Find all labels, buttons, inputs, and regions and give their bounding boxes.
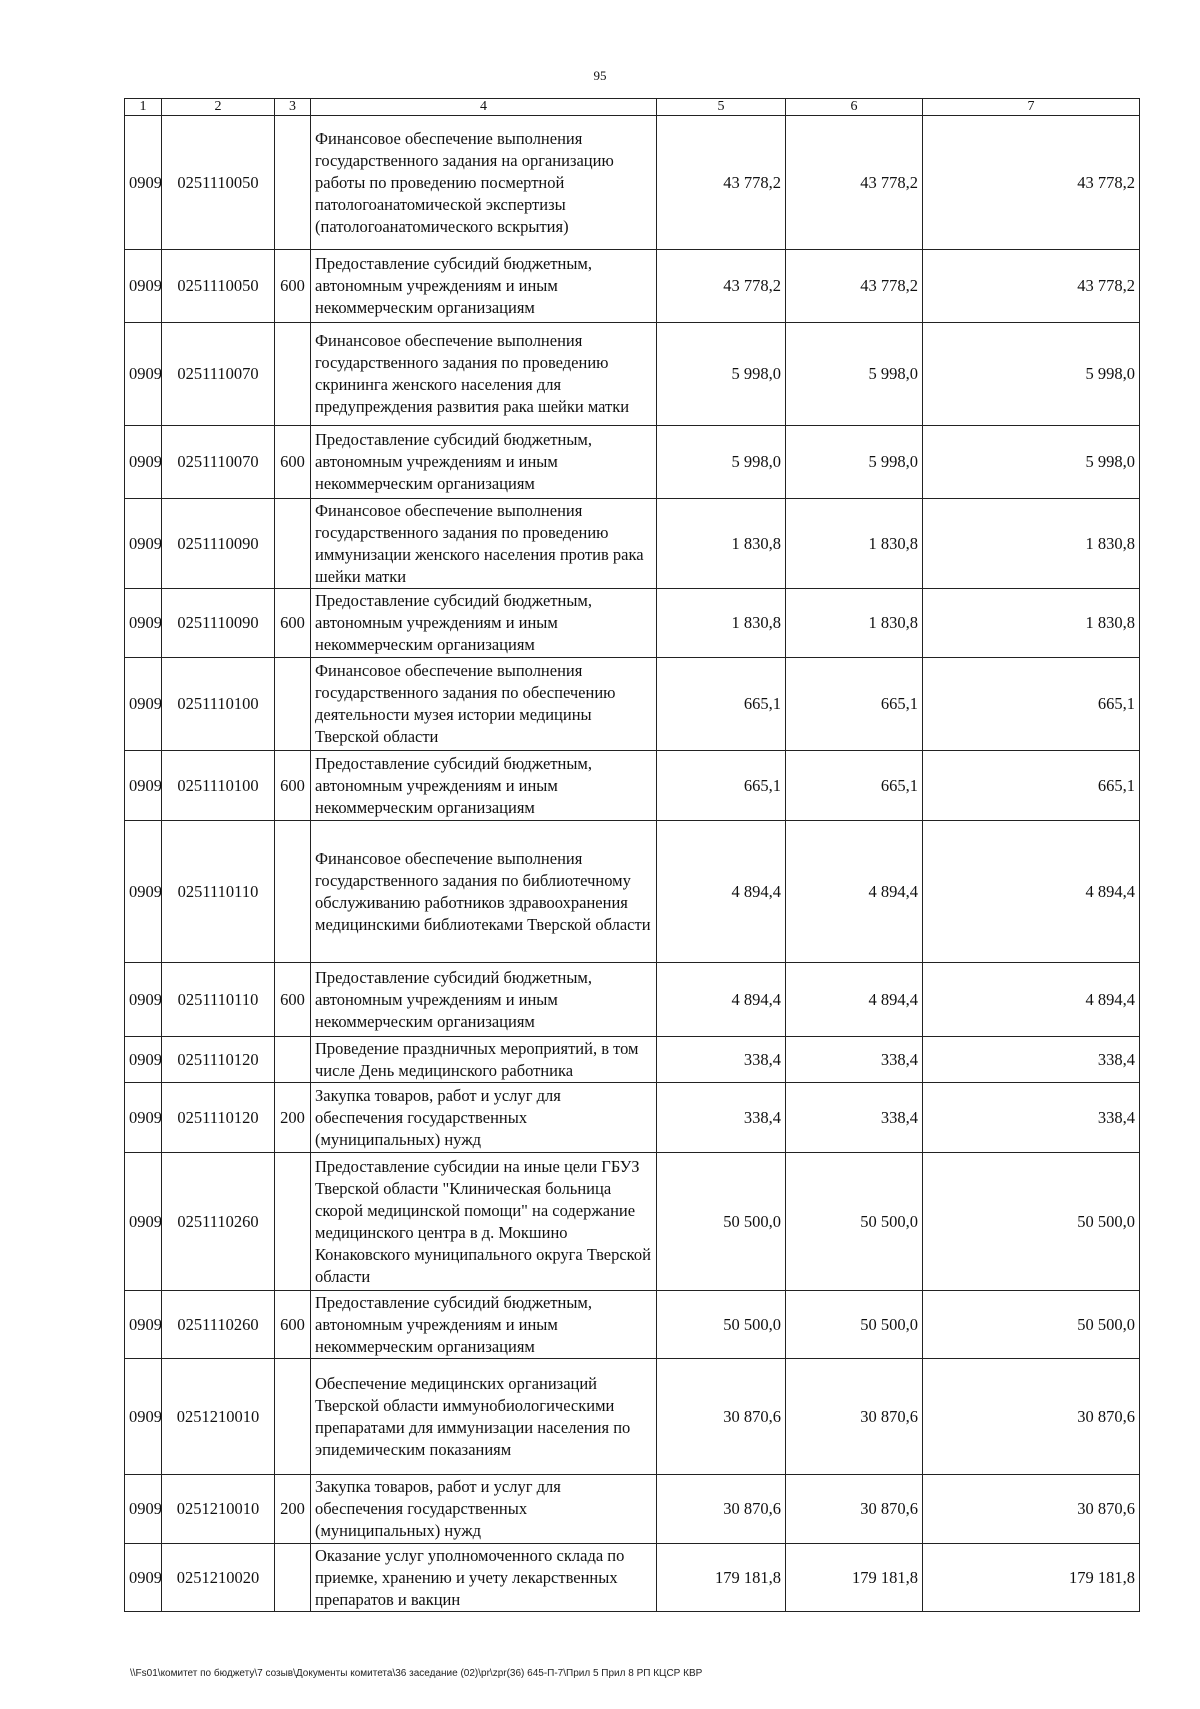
section-code: 0909: [125, 1083, 162, 1153]
table-row: [125, 116, 1140, 250]
col-header-1: 1: [125, 99, 162, 116]
section-code: 0909: [125, 589, 162, 658]
amount-col-7: 665,1: [923, 751, 1140, 821]
amount-col-6: 338,4: [786, 1083, 923, 1153]
section-code: 0909: [125, 963, 162, 1037]
target-article-code: 0251210010: [162, 1359, 275, 1475]
row-description: Проведение праздничных мероприятий, в том числе День медицинского работника: [311, 1037, 657, 1083]
section-code: 0909: [125, 1153, 162, 1291]
row-description: Финансовое обеспечение выполнения государственного задания по обеспечению деятельности музея истории медицины Тверской области: [311, 658, 657, 751]
amount-col-7: 1 830,8: [923, 499, 1140, 589]
amount-col-7: 4 894,4: [923, 963, 1140, 1037]
section-code: 0909: [125, 116, 162, 250]
row-description: Предоставление субсидии на иные цели ГБУЗ Тверской области "Клиническая больница скорой медицинской помощи" на содержание медицинского центра в д. Мокшино Конаковского муниципального округа Тверской области: [311, 1153, 657, 1291]
amount-col-6: 338,4: [786, 1037, 923, 1083]
amount-col-6: 30 870,6: [786, 1359, 923, 1475]
amount-col-5: 338,4: [657, 1037, 786, 1083]
col-header-7: 7: [923, 99, 1140, 116]
expense-type-code: [275, 1153, 311, 1291]
row-description: Закупка товаров, работ и услуг для обеспечения государственных (муниципальных) нужд: [311, 1083, 657, 1153]
amount-col-5: 4 894,4: [657, 821, 786, 963]
amount-col-7: 43 778,2: [923, 116, 1140, 250]
amount-col-6: 50 500,0: [786, 1153, 923, 1291]
table-row: [125, 1475, 1140, 1544]
amount-col-7: 50 500,0: [923, 1291, 1140, 1359]
amount-col-6: 43 778,2: [786, 116, 923, 250]
row-description: Финансовое обеспечение выполнения государственного задания на организацию работы по проведению посмертной патологоанатомической экспертизы (патологоанатомического вскрытия): [311, 116, 657, 250]
row-description: Предоставление субсидий бюджетным, автономным учреждениям и иным некоммерческим организациям: [311, 963, 657, 1037]
amount-col-5: 179 181,8: [657, 1544, 786, 1612]
amount-col-5: 665,1: [657, 751, 786, 821]
section-code: 0909: [125, 250, 162, 323]
row-description: Финансовое обеспечение выполнения государственного задания по библиотечному обслуживанию работников здравоохранения медицинскими библиотеками Тверской области: [311, 821, 657, 963]
amount-col-5: 30 870,6: [657, 1475, 786, 1544]
col-header-6: 6: [786, 99, 923, 116]
amount-col-7: 1 830,8: [923, 589, 1140, 658]
section-code: 0909: [125, 821, 162, 963]
budget-table: [124, 98, 1140, 1612]
amount-col-7: 43 778,2: [923, 250, 1140, 323]
section-code: 0909: [125, 499, 162, 589]
target-article-code: 0251110120: [162, 1083, 275, 1153]
expense-type-code: [275, 116, 311, 250]
table-row: [125, 658, 1140, 751]
expense-type-code: [275, 658, 311, 751]
amount-col-7: 338,4: [923, 1083, 1140, 1153]
target-article-code: 0251110070: [162, 323, 275, 426]
amount-col-6: 4 894,4: [786, 963, 923, 1037]
expense-type-code: [275, 821, 311, 963]
amount-col-6: 665,1: [786, 658, 923, 751]
section-code: 0909: [125, 1037, 162, 1083]
amount-col-5: 4 894,4: [657, 963, 786, 1037]
row-description: Предоставление субсидий бюджетным, автономным учреждениям и иным некоммерческим организациям: [311, 1291, 657, 1359]
amount-col-6: 665,1: [786, 751, 923, 821]
amount-col-5: 665,1: [657, 658, 786, 751]
table-row: [125, 1037, 1140, 1083]
expense-type-code: [275, 1359, 311, 1475]
target-article-code: 0251210020: [162, 1544, 275, 1612]
table-row: [125, 963, 1140, 1037]
amount-col-6: 1 830,8: [786, 589, 923, 658]
table-row: [125, 1544, 1140, 1612]
table-row: [125, 1153, 1140, 1291]
section-code: 0909: [125, 323, 162, 426]
amount-col-7: 665,1: [923, 658, 1140, 751]
target-article-code: 0251110120: [162, 1037, 275, 1083]
table-row: [125, 323, 1140, 426]
amount-col-5: 43 778,2: [657, 116, 786, 250]
header-row: [125, 99, 1140, 116]
page-number: 95: [593, 68, 607, 83]
amount-col-6: 179 181,8: [786, 1544, 923, 1612]
amount-col-6: 30 870,6: [786, 1475, 923, 1544]
target-article-code: 0251110090: [162, 589, 275, 658]
amount-col-7: 338,4: [923, 1037, 1140, 1083]
expense-type-code: 600: [275, 963, 311, 1037]
table-row: [125, 751, 1140, 821]
amount-col-6: 50 500,0: [786, 1291, 923, 1359]
expense-type-code: [275, 1037, 311, 1083]
row-description: Обеспечение медицинских организаций Тверской области иммунобиологическими препаратами для иммунизации населения по эпидемическим показаниям: [311, 1359, 657, 1475]
target-article-code: 0251110100: [162, 751, 275, 821]
footer-file-path: \\Fs01\комитет по бюджету\7 созыв\Документы комитета\36 заседание (02)\pr\zpr(36) 645-П-7\Прил 5 Прил 8 РП КЦСР КВР: [130, 1668, 703, 1679]
row-description: Предоставление субсидий бюджетным, автономным учреждениям и иным некоммерческим организациям: [311, 751, 657, 821]
amount-col-6: 43 778,2: [786, 250, 923, 323]
amount-col-7: 50 500,0: [923, 1153, 1140, 1291]
col-header-2: 2: [162, 99, 275, 116]
target-article-code: 0251210010: [162, 1475, 275, 1544]
row-description: Закупка товаров, работ и услуг для обеспечения государственных (муниципальных) нужд: [311, 1475, 657, 1544]
amount-col-7: 30 870,6: [923, 1359, 1140, 1475]
target-article-code: 0251110110: [162, 821, 275, 963]
section-code: 0909: [125, 1291, 162, 1359]
target-article-code: 0251110100: [162, 658, 275, 751]
amount-col-5: 30 870,6: [657, 1359, 786, 1475]
amount-col-5: 5 998,0: [657, 426, 786, 499]
amount-col-5: 1 830,8: [657, 499, 786, 589]
amount-col-7: 5 998,0: [923, 323, 1140, 426]
amount-col-7: 5 998,0: [923, 426, 1140, 499]
expense-type-code: 200: [275, 1083, 311, 1153]
table-row: [125, 499, 1140, 589]
target-article-code: 0251110110: [162, 963, 275, 1037]
amount-col-7: 179 181,8: [923, 1544, 1140, 1612]
row-description: Финансовое обеспечение выполнения государственного задания по проведению скрининга женского населения для предупреждения развития рака шейки матки: [311, 323, 657, 426]
target-article-code: 0251110090: [162, 499, 275, 589]
target-article-code: 0251110050: [162, 116, 275, 250]
row-description: Предоставление субсидий бюджетным, автономным учреждениям и иным некоммерческим организациям: [311, 426, 657, 499]
table-row: [125, 821, 1140, 963]
amount-col-5: 5 998,0: [657, 323, 786, 426]
amount-col-5: 50 500,0: [657, 1153, 786, 1291]
expense-type-code: [275, 323, 311, 426]
expense-type-code: 600: [275, 426, 311, 499]
table-row: [125, 589, 1140, 658]
expense-type-code: 600: [275, 751, 311, 821]
section-code: 0909: [125, 1475, 162, 1544]
amount-col-7: 30 870,6: [923, 1475, 1140, 1544]
col-header-5: 5: [657, 99, 786, 116]
section-code: 0909: [125, 751, 162, 821]
col-header-4: 4: [311, 99, 657, 116]
table-row: [125, 1083, 1140, 1153]
section-code: 0909: [125, 1359, 162, 1475]
expense-type-code: 600: [275, 589, 311, 658]
section-code: 0909: [125, 658, 162, 751]
table-row: [125, 250, 1140, 323]
expense-type-code: [275, 499, 311, 589]
table-row: [125, 1291, 1140, 1359]
row-description: Оказание услуг уполномоченного склада по приемке, хранению и учету лекарственных препаратов и вакцин: [311, 1544, 657, 1612]
expense-type-code: 600: [275, 1291, 311, 1359]
section-code: 0909: [125, 426, 162, 499]
expense-type-code: 600: [275, 250, 311, 323]
expense-type-code: 200: [275, 1475, 311, 1544]
amount-col-5: 1 830,8: [657, 589, 786, 658]
amount-col-5: 43 778,2: [657, 250, 786, 323]
amount-col-7: 4 894,4: [923, 821, 1140, 963]
row-description: Финансовое обеспечение выполнения государственного задания по проведению иммунизации женского населения против рака шейки матки: [311, 499, 657, 589]
target-article-code: 0251110050: [162, 250, 275, 323]
row-description: Предоставление субсидий бюджетным, автономным учреждениям и иным некоммерческим организациям: [311, 589, 657, 658]
amount-col-5: 50 500,0: [657, 1291, 786, 1359]
row-description: Предоставление субсидий бюджетным, автономным учреждениям и иным некоммерческим организациям: [311, 250, 657, 323]
expense-type-code: [275, 1544, 311, 1612]
amount-col-6: 5 998,0: [786, 426, 923, 499]
section-code: 0909: [125, 1544, 162, 1612]
amount-col-5: 338,4: [657, 1083, 786, 1153]
amount-col-6: 4 894,4: [786, 821, 923, 963]
col-header-3: 3: [275, 99, 311, 116]
amount-col-6: 1 830,8: [786, 499, 923, 589]
target-article-code: 0251110070: [162, 426, 275, 499]
target-article-code: 0251110260: [162, 1291, 275, 1359]
target-article-code: 0251110260: [162, 1153, 275, 1291]
amount-col-6: 5 998,0: [786, 323, 923, 426]
table-row: [125, 426, 1140, 499]
table-row: [125, 1359, 1140, 1475]
